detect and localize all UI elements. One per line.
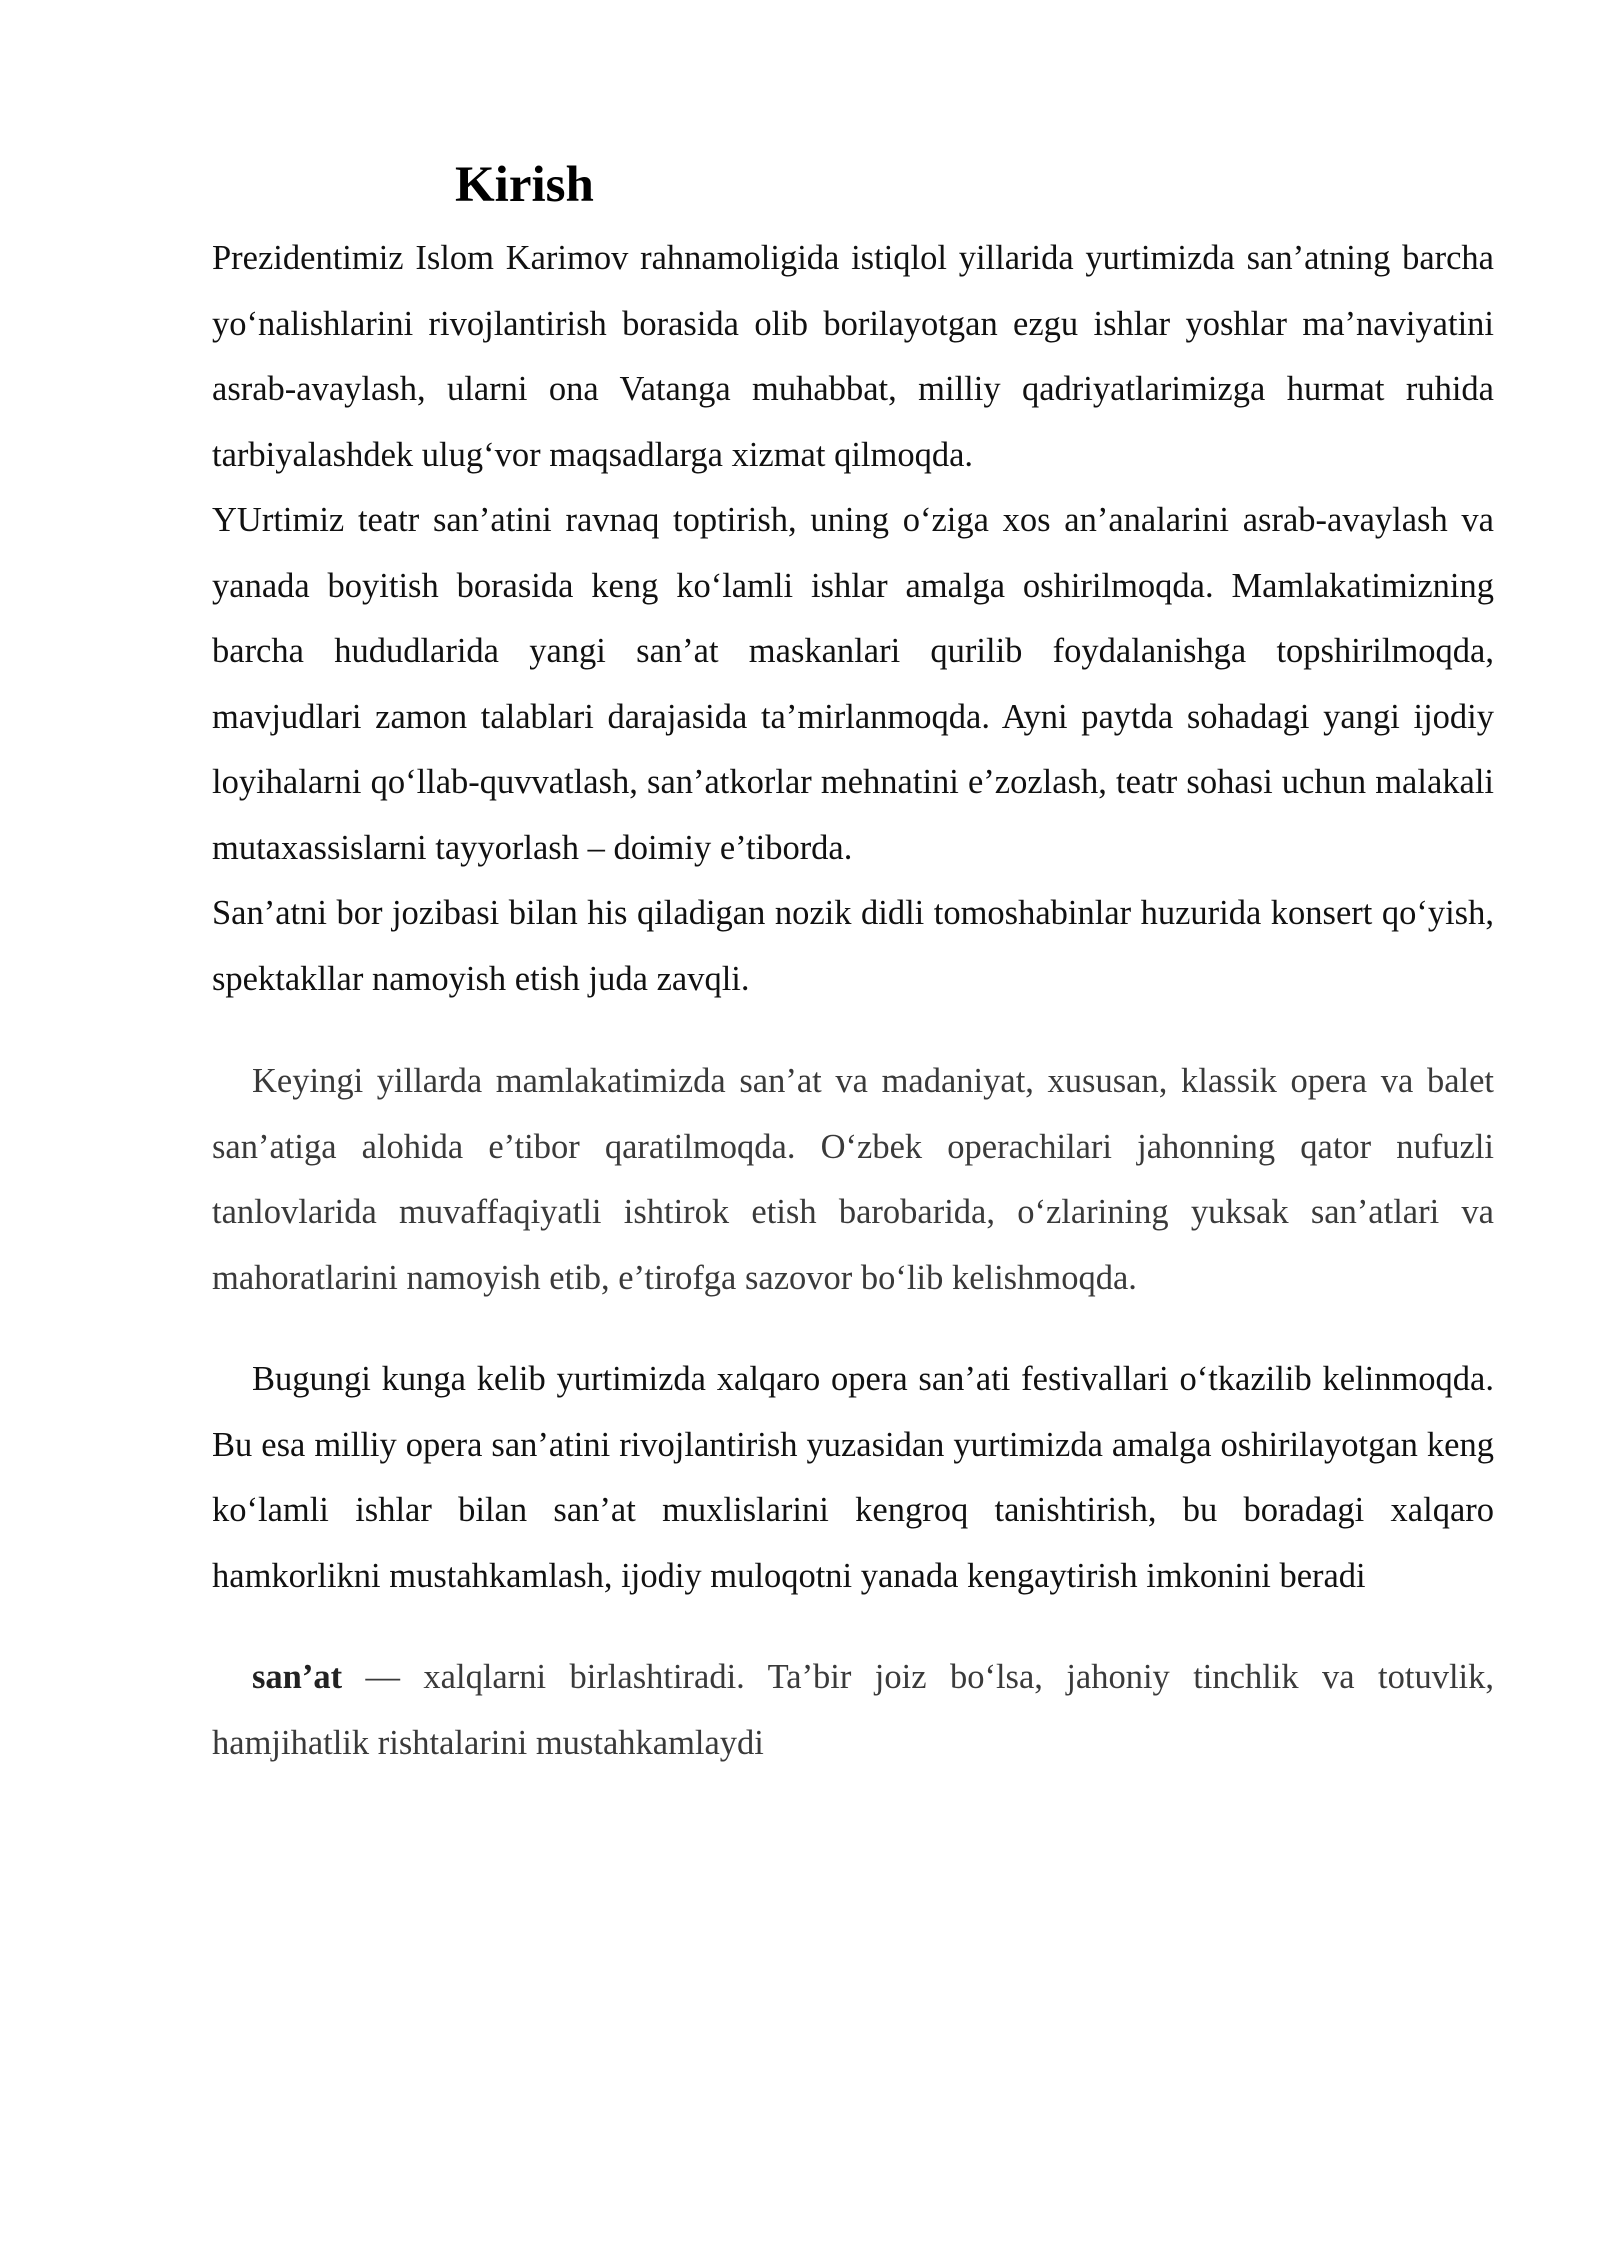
- paragraph-3: San’atni bor jozibasi bilan his qiladigan nozik didli tomoshabinlar huzurida konsert qo‘yish, spektakllar namoyish etish juda zavqli.: [212, 894, 1494, 998]
- closing-text: — xalqlarni birlashtiradi. Ta’bir joiz bo‘lsa, jahoniy tinchlik va totuvlik, hamjihatlik rishtalarini mustahkamlaydi: [212, 1658, 1494, 1762]
- closing-paragraph: [212, 1645, 1494, 1776]
- paragraph-4: Keyingi yillarda mamlakatimizda san’at va madaniyat, xususan, klassik opera va balet san’atiga alohida e’tibor qaratilmoqda. O‘zbek operachilari jahonning qator nufuzli tanlovlarida muvaffaqiyatli ishtirok etish barobarida, o‘zlarining yuksak san’atlari va mahoratlarini namoyish etib, e’tirofga sazovor bo‘lib kelishmoqda.: [212, 1062, 1494, 1297]
- page-title: Kirish: [455, 157, 594, 213]
- closing-lead-word: san’at: [252, 1658, 343, 1696]
- paragraph-5: Bugungi kunga kelib yurtimizda xalqaro opera san’ati festivallari o‘tkazilib kelinmoqda. Bu esa milliy opera san’atini rivojlantirish yuzasidan yurtimizda amalga oshirilayotgan keng ko‘lamli ishlar bilan san’at muxlislarini kengroq tanishtirish, bu boradagi xalqaro hamkorlikni mustahkamlash, ijodiy muloqotni yanada kengaytirish imkonini beradi: [212, 1360, 1494, 1595]
- document-page: [212, 150, 1494, 1776]
- paragraph-1: Prezidentimiz Islom Karimov rahnamoligida istiqlol yillarida yurtimizda san’atning barcha yo‘nalishlarini rivojlantirish borasida olib borilayotgan ezgu ishlar yoshlar ma’naviyatini asrab-avaylash, ularni ona Vatanga muhabbat, milliy qadriyatlarimizga hurmat ruhida tarbiyalashdek ulug‘vor maqsadlarga xizmat qilmoqda.: [212, 239, 1494, 474]
- paragraph-2: YUrtimiz teatr san’atini ravnaq toptirish, uning o‘ziga xos an’analarini asrab-avaylash va yanada boyitish borasida keng ko‘lamli ishlar amalga oshirilmoqda. Mamlakatimizning barcha hududlarida yangi san’at maskanlari qurilib foydalanishga topshirilmoqda, mavjudlari zamon talablari darajasida ta’mirlanmoqda. Ayni paytda sohadagi yangi ijodiy loyihalarni qo‘llab-quvvatlash, san’atkorlar mehnatini e’zozlash, teatr sohasi uchun malakali mutaxassislarni tayyorlash – doimiy e’tiborda.: [212, 501, 1494, 867]
